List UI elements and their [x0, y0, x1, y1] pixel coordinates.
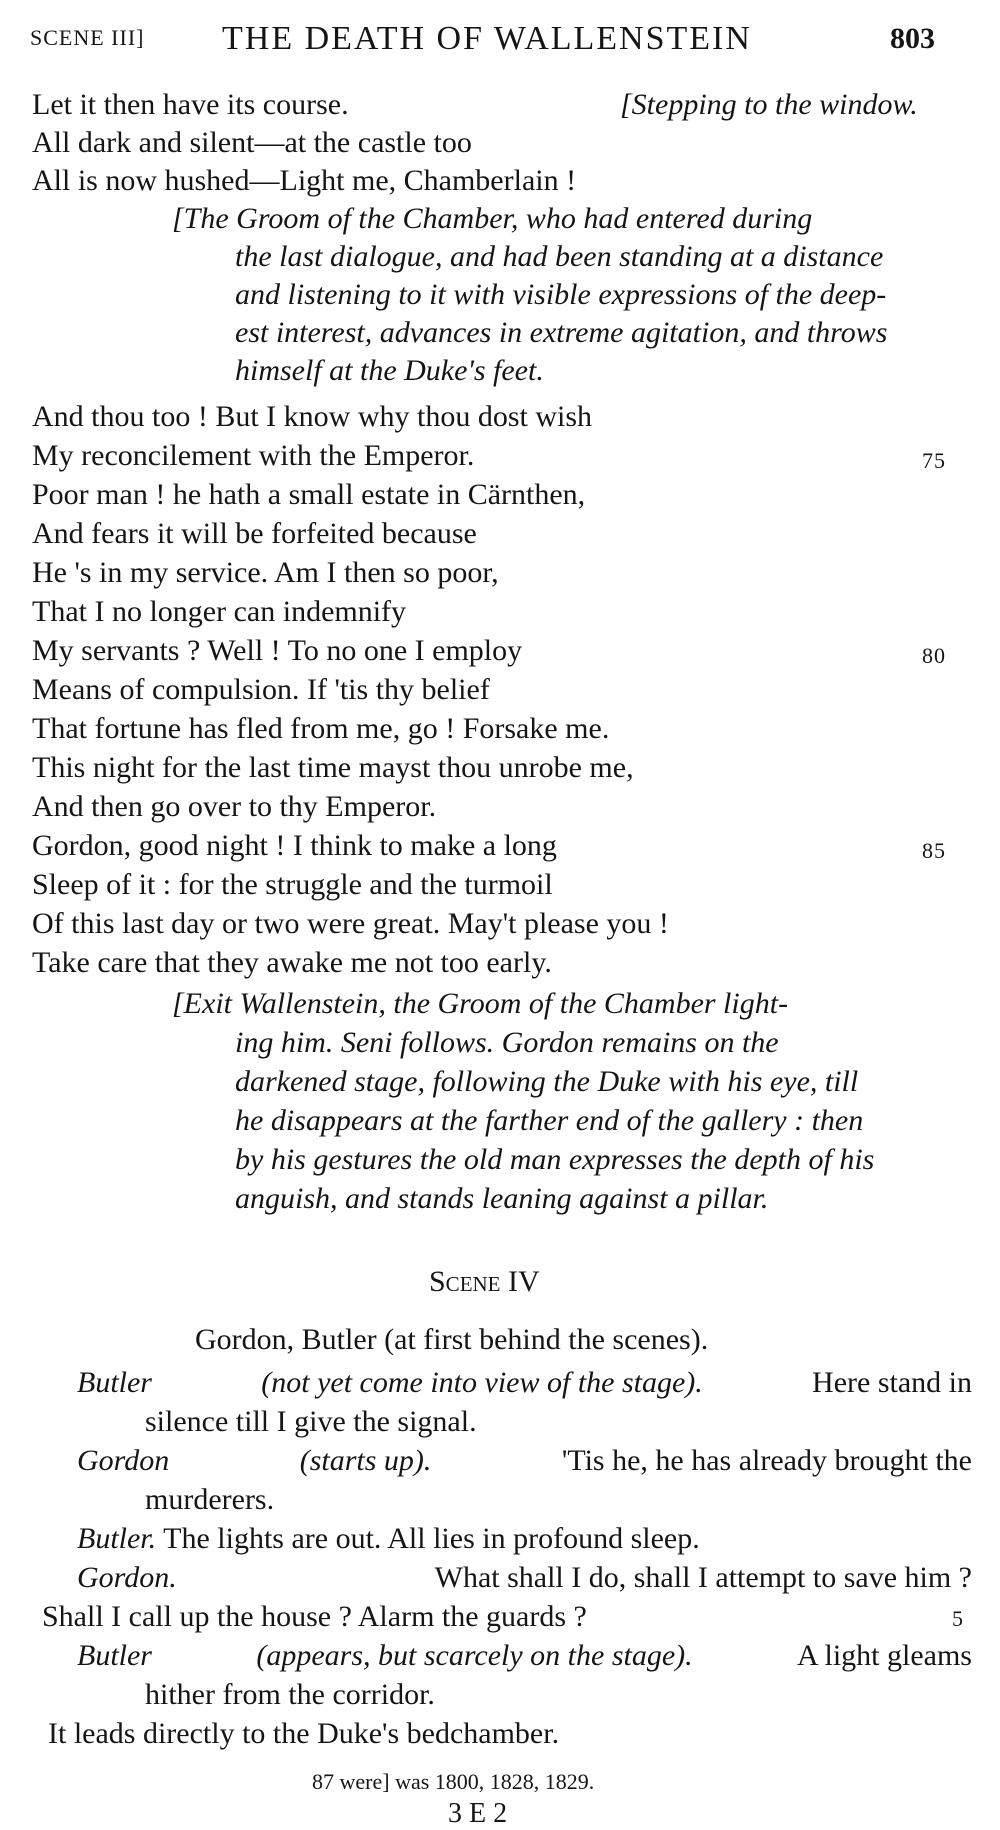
dialogue-gordon-1 [77, 1444, 972, 1478]
printer-signature: 3 E 2 [448, 1798, 508, 1829]
dialogue-butler-2 [77, 1522, 700, 1556]
speaker-direction: (appears, but scarcely on the stage). [256, 1639, 693, 1672]
line-number: 80 [922, 643, 946, 668]
line-number: 5 [952, 1606, 964, 1631]
speech-continuation: silence till I give the signal. [145, 1405, 477, 1438]
verse-line: My reconcilement with the Emperor. [32, 439, 475, 472]
speaker-name: Butler. [77, 1522, 157, 1555]
verse-line: He 's in my service. Am I then so poor, [32, 556, 499, 589]
line-number: 85 [922, 838, 946, 863]
speech-line: Shall I call up the house ? Alarm the guards ? [42, 1600, 587, 1633]
verse-line: Of this last day or two were great. May't please you ! [32, 907, 669, 940]
verse-line: This night for the last time mayst thou unrobe me, [32, 751, 634, 784]
dialogue-butler-1 [77, 1366, 972, 1400]
stage-direction-line: darkened stage, following the Duke with his eye, till [235, 1065, 859, 1098]
verse-line: And then go over to thy Emperor. [32, 790, 437, 823]
running-head-title: THE DEATH OF WALLENSTEIN [222, 20, 752, 57]
stage-direction-line: himself at the Duke's feet. [235, 354, 544, 387]
speech-continuation: murderers. [145, 1483, 275, 1516]
line-number: 75 [922, 448, 946, 473]
stage-direction-window: [Stepping to the window. [620, 88, 918, 121]
speaker-name: Butler [77, 1366, 152, 1399]
stage-direction-line: anguish, and stands leaning against a pillar. [235, 1182, 769, 1215]
scene-characters: Gordon, Butler (at first behind the scenes). [195, 1323, 709, 1356]
verse-line: Poor man ! he hath a small estate in Cärnthen, [32, 478, 586, 511]
verse-line: All dark and silent—at the castle too [32, 126, 472, 159]
speaker-name: Butler [77, 1639, 152, 1672]
stage-direction-line: by his gestures the old man expresses the depth of his [235, 1143, 875, 1176]
scene-heading: Scene IV [429, 1265, 540, 1298]
stage-direction-line: est interest, advances in extreme agitation, and throws [235, 316, 888, 349]
speech-text: What shall I do, shall I attempt to save him ? [434, 1561, 972, 1594]
verse-line: Take care that they awake me not too early. [32, 946, 552, 979]
verse-line: That I no longer can indemnify [32, 595, 407, 628]
speech-text: 'Tis he, he has already brought the [561, 1444, 972, 1477]
verse-line: Let it then have its course. [32, 88, 349, 121]
running-head-scene: SCENE III] [30, 25, 145, 50]
verse-line: And thou too ! But I know why thou dost wish [32, 400, 593, 433]
stage-direction-line: [Exit Wallenstein, the Groom of the Chamber light- [172, 987, 789, 1020]
verse-line: That fortune has fled from me, go ! Forsake me. [32, 712, 610, 745]
verse-line: My servants ? Well ! To no one I employ [32, 634, 523, 667]
speech-text: Here stand in [812, 1366, 972, 1399]
verse-line: All is now hushed—Light me, Chamberlain ! [32, 164, 577, 197]
speaker-direction: (not yet come into view of the stage). [261, 1366, 703, 1399]
stage-direction-line: the last dialogue, and had been standing at a distance [235, 240, 884, 273]
stage-direction-line: [The Groom of the Chamber, who had entered during [172, 202, 813, 235]
page-number: 803 [890, 22, 935, 55]
speech-continuation: hither from the corridor. [145, 1678, 435, 1711]
verse-line: Sleep of it : for the struggle and the turmoil [32, 868, 553, 901]
stage-direction-line: and listening to it with visible expressions of the deep- [235, 278, 887, 311]
dialogue-gordon-2 [77, 1561, 972, 1595]
verse-line: Gordon, good night ! I think to make a long [32, 829, 557, 862]
speaker-name: Gordon. [77, 1561, 177, 1594]
speaker-name: Gordon [77, 1444, 170, 1477]
speaker-direction: (starts up). [299, 1444, 432, 1477]
stage-direction-line: ing him. Seni follows. Gordon remains on the [235, 1026, 779, 1059]
verse-line: Means of compulsion. If 'tis thy belief [32, 673, 490, 706]
dialogue-butler-3 [77, 1639, 972, 1673]
speech-text: The lights are out. All lies in profound sleep. [163, 1522, 700, 1555]
verse-line: And fears it will be forfeited because [32, 517, 477, 550]
footnote: 87 were] was 1800, 1828, 1829. [312, 1769, 595, 1794]
speech-text: A light gleams [796, 1639, 972, 1672]
stage-direction-line: he disappears at the farther end of the gallery : then [235, 1104, 864, 1137]
speech-line: It leads directly to the Duke's bedchamber. [48, 1717, 560, 1750]
